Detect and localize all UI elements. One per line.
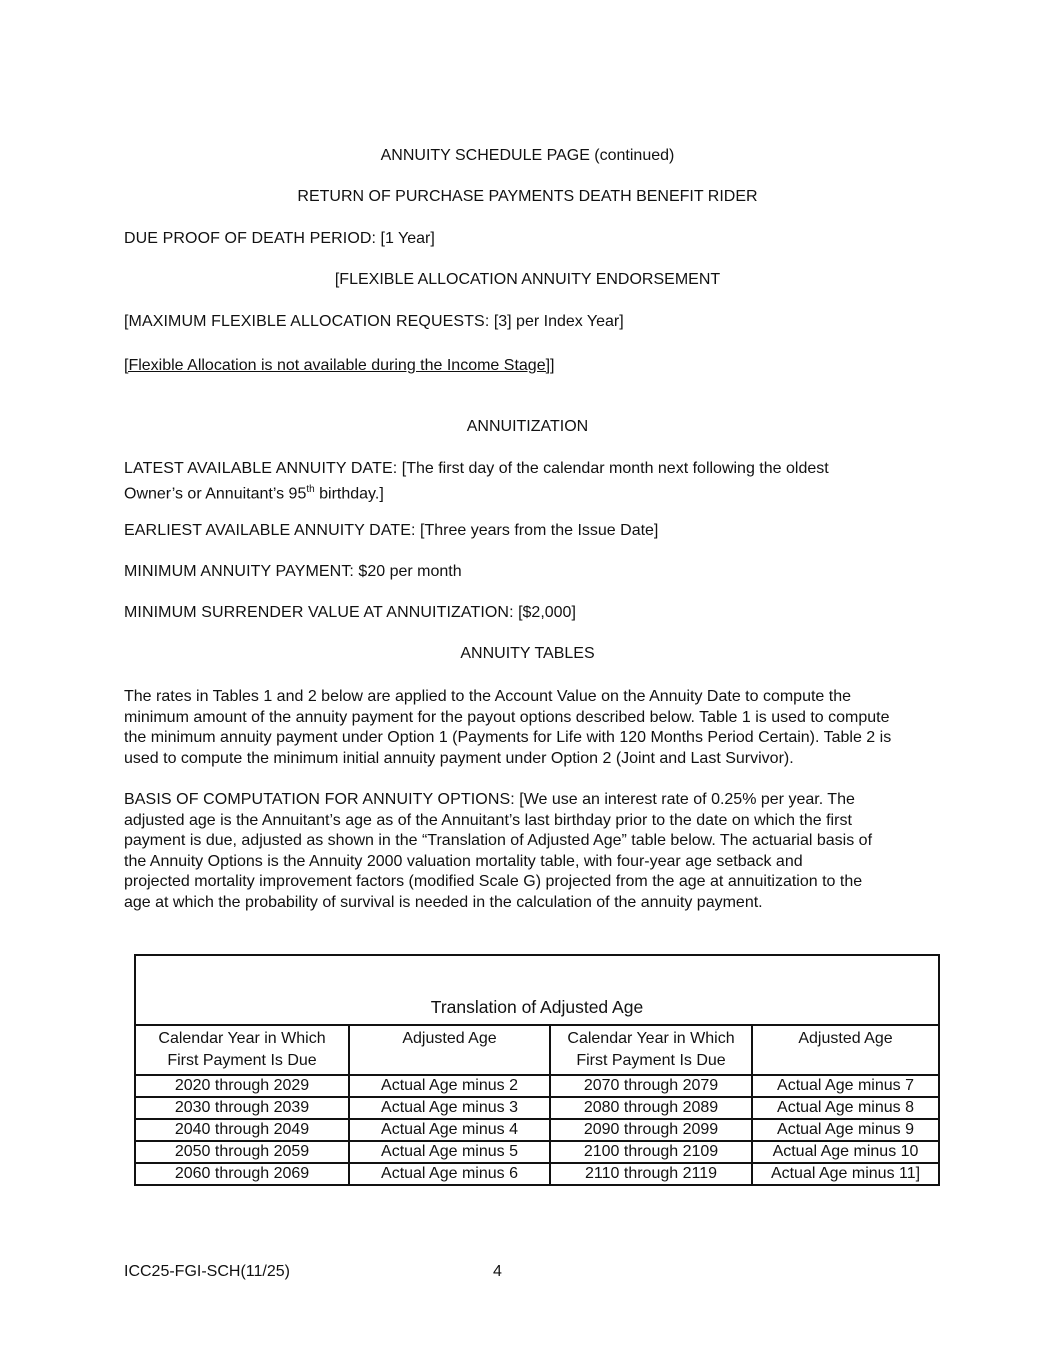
table-cell: Actual Age minus 5 xyxy=(349,1141,550,1163)
table-row xyxy=(135,1075,939,1097)
table-cell: Actual Age minus 4 xyxy=(349,1119,550,1141)
rates-paragraph xyxy=(124,687,974,769)
latest-date-line xyxy=(124,459,964,504)
table-row xyxy=(135,1119,939,1141)
table-cell: 2110 through 2119 xyxy=(550,1163,752,1185)
translation-of-adjusted-age-table xyxy=(134,954,940,1186)
form-number: ICC25-FGI-SCH(11/25) xyxy=(124,1263,290,1280)
basis-line: the Annuity Options is the Annuity 2000 valuation mortality table, with four-year age setback and xyxy=(124,852,803,870)
column-header: Calendar Year in Which First Payment Is Due xyxy=(135,1025,349,1075)
table-cell: Actual Age minus 8 xyxy=(752,1097,939,1119)
annuitization-heading: ANNUITIZATION xyxy=(466,418,589,435)
table-title: Translation of Adjusted Age xyxy=(135,955,939,1025)
page-number: 4 xyxy=(493,1263,502,1280)
due-proof-value: [1 Year] xyxy=(376,230,435,247)
min-payment-line xyxy=(124,562,964,583)
table-cell: 2050 through 2059 xyxy=(135,1141,349,1163)
basis-label: BASIS OF COMPUTATION FOR ANNUITY OPTIONS: xyxy=(124,791,515,808)
rates-line: minimum amount of the annuity payment for the payout options described below. Table 1 is used to compute xyxy=(124,708,890,726)
table-cell: 2060 through 2069 xyxy=(135,1163,349,1185)
basis-line-1: [We use an interest rate of 0.25% per year. The xyxy=(514,791,855,808)
basis-line xyxy=(124,790,974,811)
table-cell: 2020 through 2029 xyxy=(135,1075,349,1097)
due-proof-line xyxy=(124,229,964,250)
basis-line: adjusted age is the Annuitant’s age as of the Annuitant’s last birthday prior to the date on which the first xyxy=(124,811,852,829)
table-cell: Actual Age minus 10 xyxy=(752,1141,939,1163)
column-header: Adjusted Age xyxy=(349,1025,550,1075)
basis-paragraph xyxy=(124,790,974,913)
earliest-date-value: [Three years from the Issue Date] xyxy=(415,522,659,539)
table-cell: Actual Age minus 11] xyxy=(752,1163,939,1185)
basis-line: payment is due, adjusted as shown in the “Translation of Adjusted Age” table below. The actuarial basis of xyxy=(124,832,873,849)
latest-date-value-3: birthday.] xyxy=(314,484,384,502)
annuity-tables-heading: ANNUITY TABLES xyxy=(460,645,595,662)
table-cell: Actual Age minus 2 xyxy=(349,1075,550,1097)
rates-line: the minimum annuity payment under Option 1 (Payments for Life with 120 Months Period Certain). Table 2 is xyxy=(124,729,892,746)
table-cell: 2030 through 2039 xyxy=(135,1097,349,1119)
due-proof-label: DUE PROOF OF DEATH PERIOD: xyxy=(124,230,377,247)
table-row xyxy=(135,1163,939,1185)
max-requests-label: [MAXIMUM FLEXIBLE ALLOCATION REQUESTS: xyxy=(124,313,490,330)
earliest-date-label: EARLIEST AVAILABLE ANNUITY DATE: xyxy=(124,522,416,539)
column-header: Adjusted Age xyxy=(752,1025,939,1075)
earliest-date-line xyxy=(124,521,964,542)
min-payment-value: $20 per month xyxy=(353,563,462,580)
rates-line: The rates in Tables 1 and 2 below are applied to the Account Value on the Annuity Date to compute the xyxy=(124,688,852,705)
latest-date-value-1: [The first day of the calendar month next following the oldest xyxy=(397,460,829,477)
max-requests-close: ] xyxy=(619,313,624,330)
latest-date-label: LATEST AVAILABLE ANNUITY DATE: xyxy=(124,460,398,477)
min-surrender-value: [$2,000] xyxy=(513,604,576,621)
table-row xyxy=(135,1141,939,1163)
column-header: Calendar Year in Which First Payment Is Due xyxy=(550,1025,752,1075)
latest-date-value-2: Owner’s or Annuitant’s 95 xyxy=(124,484,307,502)
schedule-heading: ANNUITY SCHEDULE PAGE (continued) xyxy=(380,147,675,164)
basis-line: age at which the probability of survival is needed in the calculation of the annuity payment. xyxy=(124,893,763,911)
endorsement-heading: [FLEXIBLE ALLOCATION ANNUITY ENDORSEMENT xyxy=(334,271,721,288)
max-requests-value: [3] per Index Year xyxy=(489,313,620,330)
table-header-row xyxy=(135,1025,939,1075)
table-cell: 2070 through 2079 xyxy=(550,1075,752,1097)
table-cell: 2040 through 2049 xyxy=(135,1119,349,1141)
basis-line: projected mortality improvement factors (modified Scale G) projected from the age at annuitization to the xyxy=(124,873,863,890)
table-cell: 2100 through 2109 xyxy=(550,1141,752,1163)
table-cell: Actual Age minus 3 xyxy=(349,1097,550,1119)
min-surrender-label: MINIMUM SURRENDER VALUE AT ANNUITIZATION: xyxy=(124,604,514,621)
table-cell: Actual Age minus 9 xyxy=(752,1119,939,1141)
table-cell: Actual Age minus 6 xyxy=(349,1163,550,1185)
table-row xyxy=(135,1097,939,1119)
rates-line: used to compute the minimum initial annuity payment under Option 2 (Joint and Last Survivor). xyxy=(124,749,794,767)
table-cell: 2080 through 2089 xyxy=(550,1097,752,1119)
latest-date-sup: th xyxy=(306,483,315,495)
min-payment-label: MINIMUM ANNUITY PAYMENT: xyxy=(124,563,354,580)
table-cell: Actual Age minus 7 xyxy=(752,1075,939,1097)
rider-heading: RETURN OF PURCHASE PAYMENTS DEATH BENEFIT RIDER xyxy=(297,188,758,205)
flex-allocation-note: [Flexible Allocation is not available during the Income Stage]] xyxy=(124,357,555,374)
max-requests-line xyxy=(124,312,964,333)
min-surrender-line xyxy=(124,603,964,624)
table-cell: 2090 through 2099 xyxy=(550,1119,752,1141)
